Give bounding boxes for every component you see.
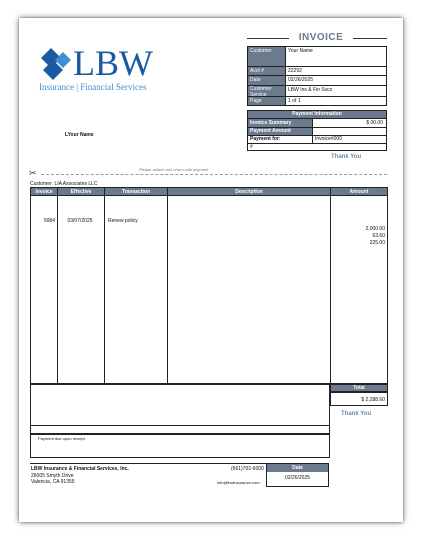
col-transaction-header: Transaction <box>121 189 151 195</box>
logo-tagline-left: Insurance <box>39 82 74 92</box>
total-label: Total <box>330 384 388 392</box>
transactions-table <box>30 187 388 384</box>
footer-address-2: Valencia, CA 91355 <box>31 479 75 485</box>
info-value-page: 1 of 1 <box>288 98 301 104</box>
detach-text: Please detach and return with payment <box>139 167 209 172</box>
logo-tagline-right: Financial Services <box>80 82 147 92</box>
payment-summary-value: $ 00.00 <box>366 120 383 126</box>
logo-tagline-separator: | <box>76 82 79 92</box>
payment-for-label: Payment for: <box>250 136 281 142</box>
note-box <box>30 434 330 458</box>
customer-name-line: LYour Name <box>65 132 94 138</box>
company-logo <box>39 43 179 96</box>
payment-note: Payment due upon receipt. <box>38 436 86 441</box>
footer-date-box <box>266 463 329 487</box>
col-amount-header: Amount <box>349 189 369 195</box>
row-amount-1: 2,000.00 <box>365 226 385 232</box>
info-value-acct: 22292 <box>288 68 302 74</box>
scissors-icon: ✂ <box>29 168 37 178</box>
info-label-service: Customer Service <box>250 86 272 98</box>
footer-phone: (661)702-6000 <box>231 466 264 472</box>
invoice-page <box>19 18 403 522</box>
row-amount-3: 225.00 <box>369 240 385 246</box>
thank-you-top: Thank You <box>331 154 362 160</box>
logo-diamond-icon <box>39 46 75 82</box>
notes-box <box>30 384 330 434</box>
payment-info-box <box>247 110 387 151</box>
payment-summary-label: Invoice Summary <box>250 120 292 126</box>
payment-amount-label: Payment Amount <box>250 128 291 134</box>
invoice-title: INVOICE <box>298 32 344 43</box>
footer-date-value: 02/26/2025 <box>284 475 311 481</box>
footer-company: LBW Insurance & Financial Services, Inc. <box>31 466 129 472</box>
col-description-header: Description <box>235 189 263 195</box>
thank-you-bottom: Thank You <box>341 411 372 417</box>
payment-hash: # <box>250 144 253 150</box>
col-invoice-header: Invoice <box>35 189 53 195</box>
row-effective: 03/07/2025 <box>67 218 93 224</box>
customer-line: Customer: LIA Associates LLC <box>30 181 98 187</box>
total-value: $ 2,288.60 <box>330 392 388 406</box>
info-label-customer: Customer <box>250 48 272 54</box>
info-value-date: 02/26/2025 <box>288 77 314 83</box>
info-label-page: Page <box>250 98 262 104</box>
title-rule-left <box>247 38 289 39</box>
row-amount-2: 63.60 <box>372 233 385 239</box>
info-value-customer: Your Name <box>288 48 313 54</box>
payment-for-value: Invoice#000 <box>315 136 342 142</box>
info-value-service: LBW Ins & Fin Svcs <box>288 87 333 93</box>
logo-tagline <box>39 82 189 92</box>
payment-info-header: Payment Information <box>248 111 386 118</box>
footer-address-1: 26005 Smyth Drive <box>31 473 74 479</box>
info-label-acct: Acct # <box>250 68 264 74</box>
info-label-date: Date <box>250 77 261 83</box>
title-rule-right <box>353 38 387 39</box>
footer-date-label: Date <box>267 464 328 472</box>
col-effective-header: Effective <box>70 189 92 195</box>
footer-email: info@lbwinsurance.com <box>217 480 260 485</box>
row-transaction: Renew policy <box>108 218 138 224</box>
logo-mark: LBW <box>73 43 153 83</box>
detach-line <box>41 174 387 175</box>
invoice-info-table <box>247 46 387 106</box>
row-invoice: 5084 <box>43 218 55 224</box>
